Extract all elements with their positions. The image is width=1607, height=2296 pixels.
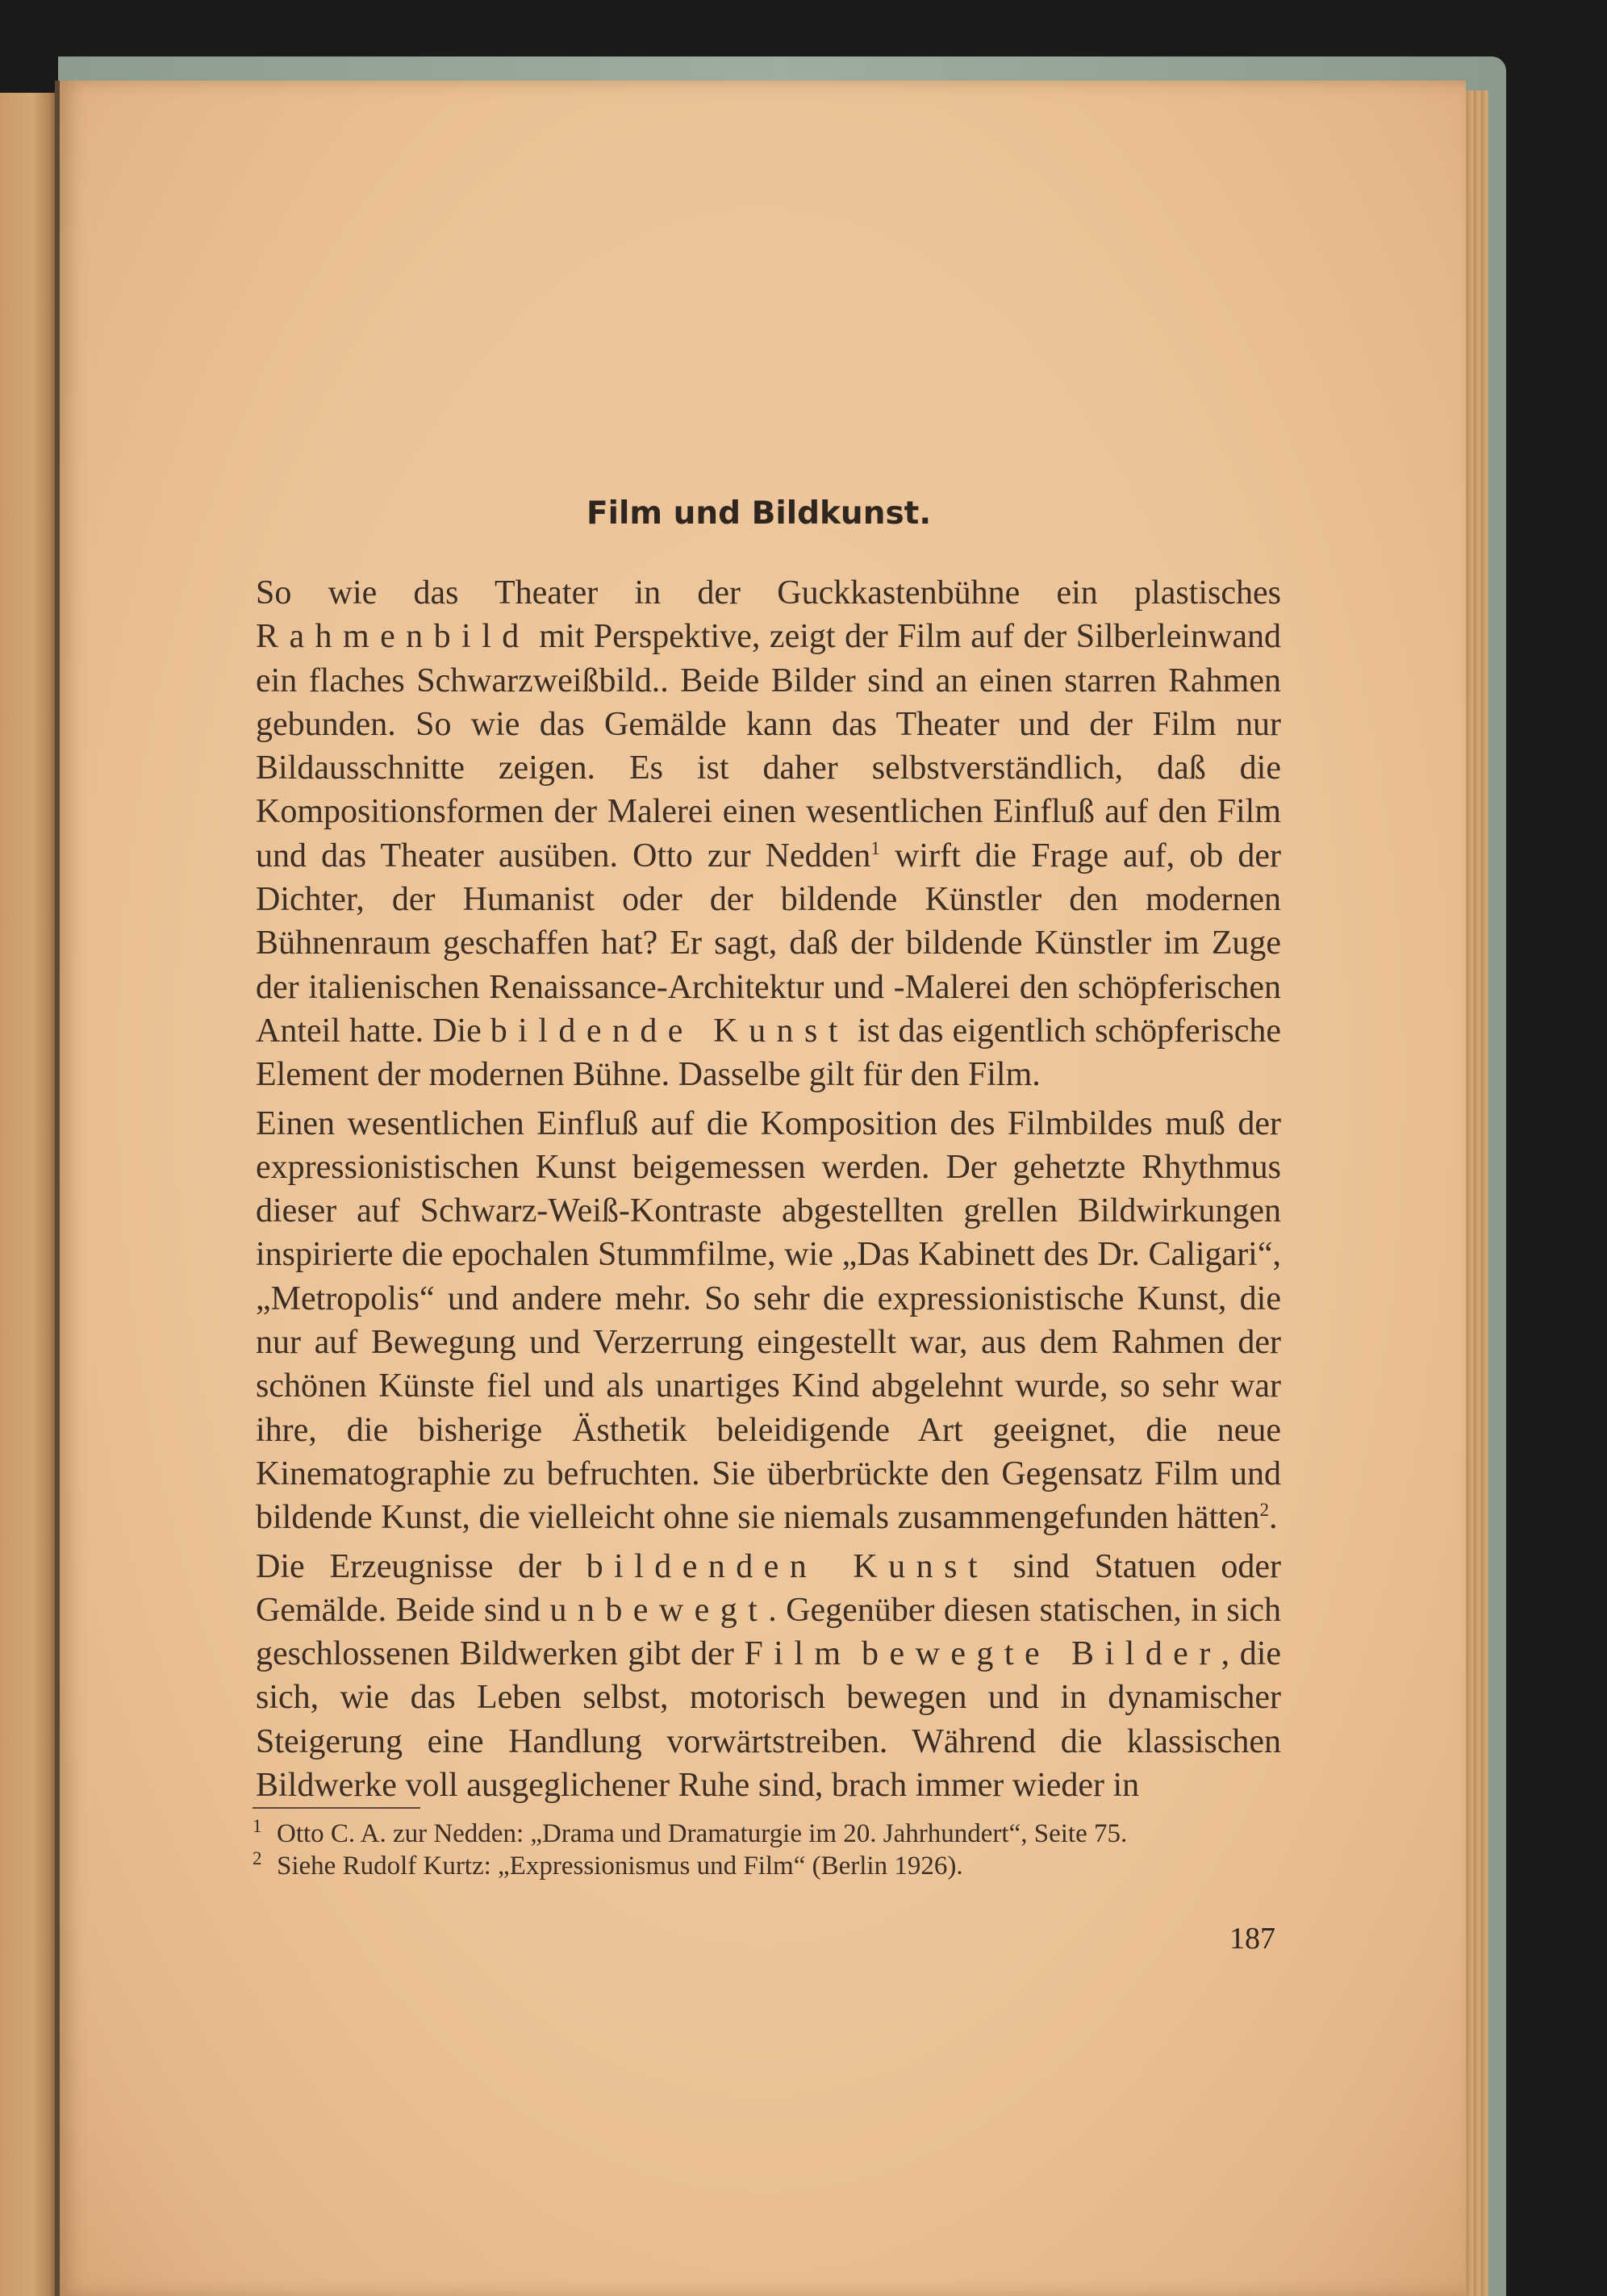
footnote-text: Otto C. A. zur Nedden: „Drama und Dramaturgie im 20. Jahrhundert“, Seite 75. (277, 1819, 1128, 1848)
text-run: , die sich, wie das Leben selbst, motorisch bewegen und in dynamischer Steigerung eine Handlung vorwärtstreiben. Während die klassischen Bildwerke voll ausgeglichener Ruhe sind, brach immer wieder in (256, 1635, 1282, 1805)
text-run: . Gegenüber diesen statischen, in sich geschlossenen Bildwerken gibt der (256, 1591, 1281, 1673)
text-run: sind Statuen oder Gemälde. Beide sind (256, 1547, 1281, 1629)
paragraph-1 (256, 571, 1281, 1097)
footnote-reference-2: 2 (1259, 1499, 1270, 1521)
chapter-title: Film und Bildkunst. (586, 495, 932, 532)
text-run: So wie das Theater in der Guckkastenbühne ein plastisches (256, 574, 1281, 612)
paragraph-2 (256, 1102, 1281, 1540)
spaced-text: unbewegt (549, 1591, 769, 1629)
text-run: . (1269, 1499, 1278, 1537)
text-run: mit Perspektive, zeigt der Film auf der Silberleinwand ein flaches Schwarzweißbild.. Beide Bilder sind an einen starren Rahmen gebunden. So wie das Gemälde kann das Theater und der Film nur Bildausschnitte zeigen. Es ist daher selbstverständlich, daß die Kompositionsformen der Malerei einen wesentlichen Einfluß auf den Film und das Theater ausüben. Otto zur Nedden (256, 618, 1281, 875)
text-run: Die Erzeugnisse der (256, 1547, 586, 1585)
footnotes (253, 1815, 1285, 1882)
text-run: ist das eigentlich schöpferische Element der modernen Bühne. Dasselbe gilt für den Film. (256, 1012, 1281, 1094)
text-run (852, 1635, 862, 1672)
paragraph-3 (256, 1545, 1281, 1808)
text-run: wirft die Frage auf, ob der Dichter, der Humanist oder der bildende Künstler den modernen Bühnenraum geschaffen hat? Er sagt, daß der bildende Künstler im Zuge der italienischen Renaissance-Architektur und -Malerei den schöpferischen Anteil hatte. Die (256, 837, 1281, 1050)
footnote-separator (253, 1807, 420, 1809)
page-number: 187 (1229, 1922, 1275, 1956)
spaced-text: bildende Kunst (490, 1012, 849, 1050)
spaced-text: Film (744, 1635, 852, 1673)
footnote-text: Siehe Rudolf Kurtz: „Expressionismus und Film“ (Berlin 1926). (277, 1851, 963, 1881)
footnote-2: 2 Siehe Rudolf Kurtz: „Expressionismus und Film“ (Berlin 1926). (253, 1847, 963, 1881)
spaced-text: bewegte Bilder (862, 1635, 1221, 1673)
spaced-text: bildenden Kunst (586, 1547, 988, 1585)
footnote-1: 1 Otto C. A. zur Nedden: „Drama und Dramaturgie im 20. Jahrhundert“, Seite 75. (253, 1815, 1128, 1848)
text-run: Einen wesentlichen Einfluß auf die Komposition des Filmbildes muß der expressionistischen Kunst beigemessen werden. Der gehetzte Rhythmus dieser auf Schwarz-Weiß-Kontraste abgestellten grellen Bildwirkungen inspirierte die epochalen Stummfilme, wie „Das Kabinett des Dr. Caligari“, „Metropolis“ und andere mehr. So sehr die expressionistische Kunst, die nur auf Bewegung und Verzerrung eingestellt war, aus dem Rahmen der schönen Künste fiel und als unartiges Kind abgelehnt wurde, so sehr war ihre, die bisherige Ästhetik beleidigende Art geeignet, die neue Kinematographie zu befruchten. Sie überbrückte den Gegensatz Film und bildende Kunst, die vielleicht ohne sie niemals zusammengefunden hätten (256, 1104, 1281, 1537)
body-text (256, 571, 1281, 1807)
spaced-text: Rahmenbild (256, 618, 530, 656)
footnote-reference-1: 1 (870, 837, 880, 858)
